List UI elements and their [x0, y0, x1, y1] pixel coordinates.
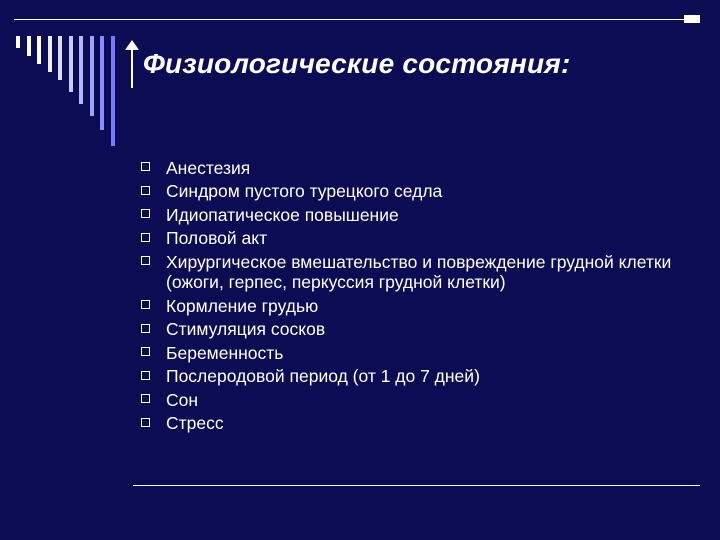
list-item-text: Послеродовой период (от 1 до 7 дней) [166, 366, 480, 386]
list-item [140, 227, 680, 251]
decorative-bar [111, 36, 115, 146]
list-item-text: Анестезия [166, 157, 251, 178]
hollow-square-icon [141, 162, 150, 171]
list-item [140, 250, 680, 294]
decorative-bar [90, 36, 94, 116]
list-item-text: Стимуляция сосков [166, 319, 326, 339]
slide-title: Физиологические состояния: [143, 48, 571, 79]
bullet-list [140, 156, 680, 435]
hollow-square-icon [141, 394, 150, 403]
decorative-bar [79, 36, 83, 104]
decorative-bar [69, 36, 73, 92]
list-item-text: Половой акт [166, 228, 268, 248]
hollow-square-icon [141, 256, 150, 265]
decorative-bar [27, 36, 31, 56]
hollow-square-icon [141, 324, 150, 333]
bottom-divider [133, 485, 700, 486]
hollow-square-icon [141, 233, 150, 242]
top-divider-cap [684, 15, 700, 23]
decorative-bar [37, 36, 41, 64]
list-item [140, 203, 680, 227]
list-item-text: Кормление грудью [166, 295, 319, 316]
decorative-bar [58, 36, 62, 80]
list-item-text: Сон [166, 389, 199, 410]
decorative-bar [100, 36, 104, 130]
list-item-text: Хирургическое вмешательство и повреждение грудной клетки (ожоги, герпес, перкуссия грудной клетки) [166, 251, 672, 292]
list-item-text: Стресс [166, 413, 224, 433]
decorative-bars [0, 0, 140, 160]
list-item [140, 365, 680, 389]
list-item [140, 180, 680, 204]
list-item-text: Беременность [166, 342, 284, 363]
decorative-bar [48, 36, 52, 72]
hollow-square-icon [141, 347, 150, 356]
hollow-square-icon [141, 371, 150, 380]
list-item [140, 341, 680, 365]
list-item [140, 156, 680, 180]
list-item [140, 318, 680, 342]
hollow-square-icon [141, 209, 150, 218]
hollow-square-icon [141, 418, 150, 427]
title-frame-line [131, 44, 133, 88]
list-item-text: Синдром пустого турецкого седла [166, 181, 443, 201]
hollow-square-icon [141, 186, 150, 195]
list-item [140, 388, 680, 412]
list-item [140, 294, 680, 318]
list-item [140, 412, 680, 436]
decorative-bar [16, 36, 20, 48]
hollow-square-icon [141, 300, 150, 309]
list-item-text: Идиопатическое повышение [166, 204, 399, 225]
